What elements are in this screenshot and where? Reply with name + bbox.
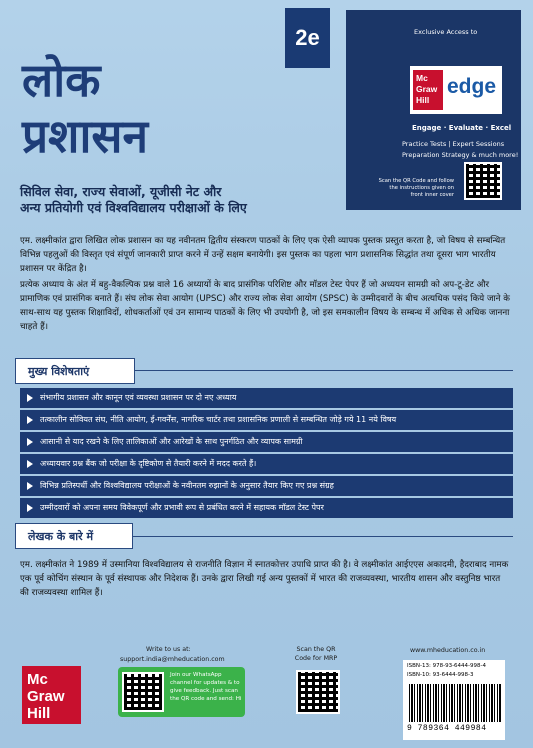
feature-item: विभिन्न प्रतिस्पर्धी और विश्वविद्यालय परीक्षाओं के नवीनतम रुझानों के अनुसार तैयार किए गए प्रश्न संग्रह bbox=[20, 476, 513, 496]
arrow-icon bbox=[27, 416, 33, 424]
arrow-icon bbox=[27, 482, 33, 490]
whatsapp-qr-code[interactable] bbox=[122, 672, 164, 712]
scan-instructions: Scan the QR Code and follow the instructions given on front inner cover bbox=[378, 178, 454, 198]
isbn-block bbox=[403, 660, 505, 740]
feature-item: तत्कालीन सोवियत संघ, नीति आयोग, ई-गवर्नेंस, नागरिक चार्टर तथा प्रशासनिक प्रणाली से सम्बन्धित जोड़े गये 11 नये विषय bbox=[20, 410, 513, 430]
barcode-number: 9 789364 449984 bbox=[407, 724, 487, 733]
feature-item: अध्यायवार प्रश्न बैंक जो परीक्षा के दृष्टिकोण से तैयारी करने में मदद करते हैं। bbox=[20, 454, 513, 474]
isbn13: ISBN-13: 978-93-6444-998-4 bbox=[407, 663, 487, 669]
barcode-icon bbox=[409, 684, 501, 722]
edge-qr-code[interactable] bbox=[464, 162, 502, 200]
subtitle-line2: अन्य प्रतियोगी एवं विश्वविद्यालय परीक्षाओं के लिए bbox=[20, 200, 247, 215]
features-promo bbox=[402, 139, 522, 161]
mrp-label: Scan the QR Code for MRP bbox=[294, 646, 338, 662]
whatsapp-box bbox=[118, 667, 245, 717]
isbn10: ISBN-10: 93-6444-998-3 bbox=[407, 672, 474, 678]
features-heading: मुख्य विशेषताएं bbox=[15, 358, 135, 384]
mcgraw-hill-logo: Mc Graw Hill bbox=[413, 70, 443, 110]
features-line2: Preparation Strategy & much more! bbox=[402, 151, 519, 159]
intro-paragraph-2: प्रत्येक अध्याय के अंत में बहु-वैकल्पिक प्रश्न वाले 16 अध्यायों के बाद प्रासंगिक परिशिष्ट और मॉडल टेस्ट पेपर हैं जो अध्ययन सामग्री को अप-टू-डेट और प्रामाणिक एवं प्रासंगिक बनाते हैं। संघ लोक सेवा आयोग (UPSC) और राज्य लोक सेवा आयोग (SPSC) के उम्मीदवारों के बीच अत्यधिक पसंद किये जाने के साथ-साथ यह पुस्तक शिक्षाविदों, शोधकर्ताओं एवं उन सामान्य पाठकों के लिए भी उपयोगी है, जो इस समकालीन विषय के सम्बन्ध में अधिक से अधिक जानना चाहते हैं। bbox=[20, 280, 510, 332]
support-email[interactable]: support.india@mheducation.com bbox=[120, 656, 225, 663]
arrow-icon bbox=[27, 460, 33, 468]
feature-item: आसानी से याद रखने के लिए तालिकाओं और आरेखों के साथ पुनर्गठित और व्यापक सामग्री bbox=[20, 432, 513, 452]
book-title-line1: लोक bbox=[22, 53, 101, 107]
feature-item: संभागीय प्रशासन और कानून एवं व्यवस्था प्रशासन पर दो नए अध्याय bbox=[20, 388, 513, 408]
feature-item: उम्मीदवारों को अपना समय विवेकपूर्ण और प्रभावी रूप से प्रबंधित करने में सहायक मॉडल टेस्ट पेपर bbox=[20, 498, 513, 518]
book-title-line2: प्रशासन bbox=[22, 109, 148, 163]
author-heading: लेखक के बारे में bbox=[15, 523, 133, 549]
edition-badge: 2e bbox=[285, 8, 330, 68]
edge-logo bbox=[410, 66, 502, 114]
subtitle-line1: सिविल सेवा, राज्य सेवाओं, यूजीसी नेट और bbox=[20, 184, 222, 199]
exclusive-access-label: Exclusive Access to bbox=[414, 28, 478, 36]
write-to-us-label: Write to us at: bbox=[146, 646, 191, 653]
mrp-qr-code[interactable] bbox=[296, 670, 340, 714]
edge-wordmark: edge bbox=[447, 75, 497, 98]
website-link[interactable]: www.mheducation.co.in bbox=[410, 647, 486, 654]
mcgraw-hill-logo: Mc Graw Hill bbox=[22, 666, 81, 724]
tagline: Engage · Evaluate · Excel bbox=[412, 124, 512, 132]
arrow-icon bbox=[27, 394, 33, 402]
edge-promo-panel bbox=[346, 10, 521, 210]
features-line1: Practice Tests | Expert Sessions bbox=[402, 140, 505, 148]
arrow-icon bbox=[27, 438, 33, 446]
whatsapp-text: Join our WhatsApp channel for updates & to give feedback. Just scan the QR code and send: Hi bbox=[170, 672, 242, 702]
intro-paragraph-1: एम. लक्ष्मीकांत द्वारा लिखित लोक प्रशासन का यह नवीनतम द्वितीय संस्करण पाठकों के लिए एक ऐसी व्यापक पुस्तक प्रस्तुत करता है, जो विषय से सम्बन्धित विभिन्न पहलुओं की विस्तृत एवं संपूर्ण जानकारी प्राप्त करने में उन्हें सक्षम बनायेगी। इस पुस्तक का पहला भाग प्रशासनिक सिद्धांत तथा दूसरा भाग भारतीय प्रशासन पर केंद्रित है। bbox=[20, 236, 506, 274]
arrow-icon bbox=[27, 504, 33, 512]
author-bio: एम. लक्ष्मीकांत ने 1989 में उस्मानिया विश्वविद्यालय से राजनीति विज्ञान में स्नातकोत्तर उपाधि प्राप्त की है। वे लक्ष्मीकांत आईएएस अकादमी, हैदराबाद नामक एक पूर्व कोचिंग संस्थान के पूर्व संस्थापक और निदेशक हैं। उनके द्वारा लिखी गई अन्य पुस्तकों में भारत की राजव्यवस्था, भारतीय शासन और वस्तुनिष्ठ भारत की राजव्यवस्था शामिल हैं। bbox=[20, 560, 509, 598]
